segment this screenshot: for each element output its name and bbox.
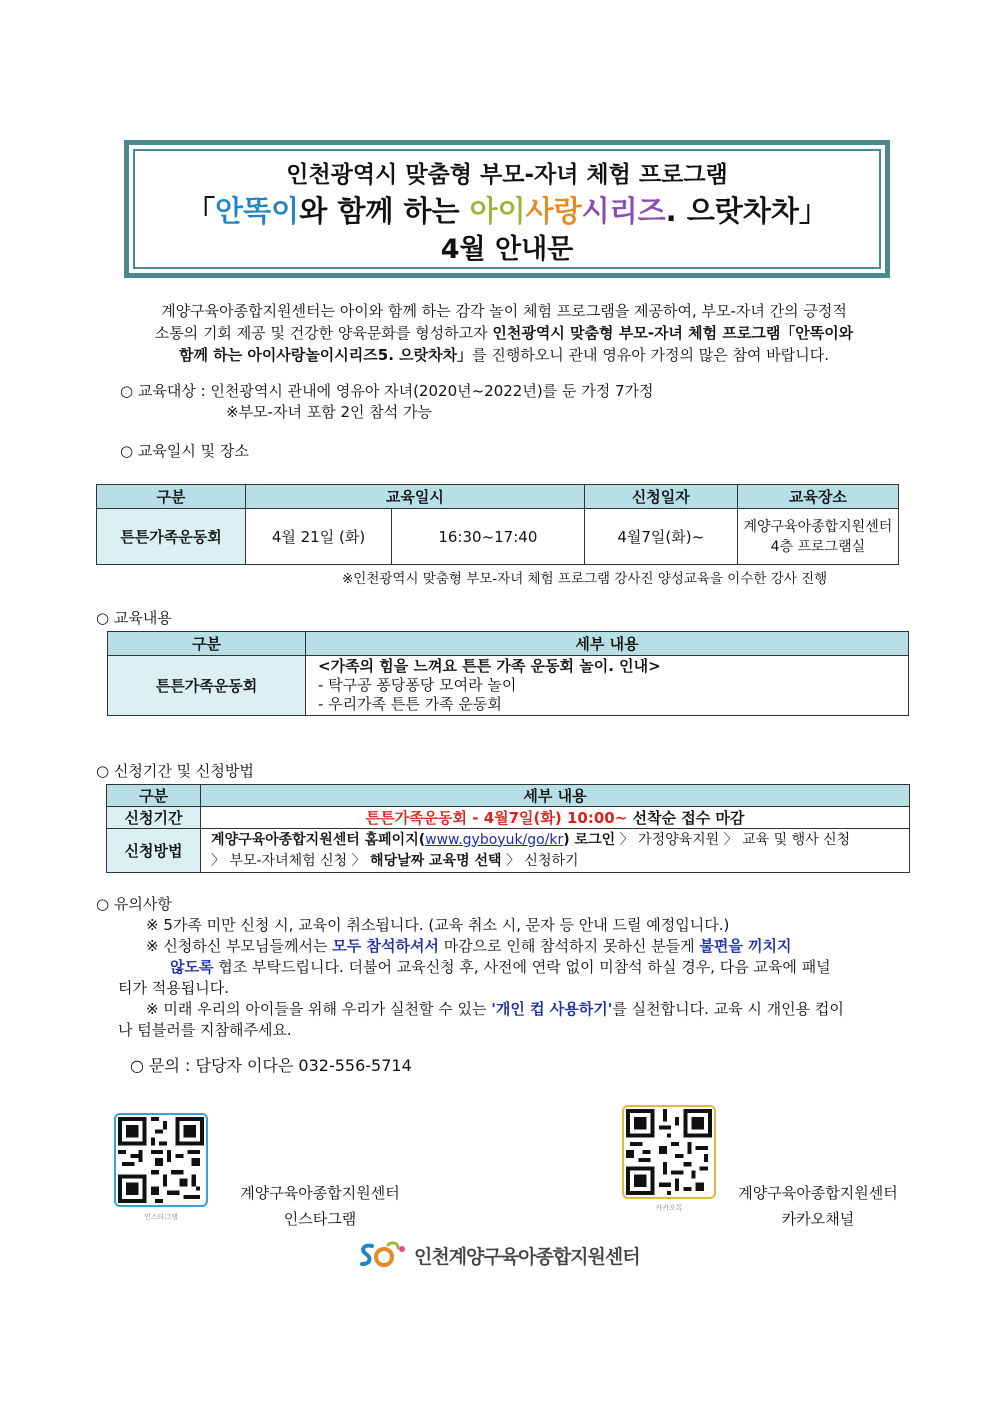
apply-period-rest: 선착순 접수 마감	[627, 809, 745, 827]
note-2d: 불편을 끼치지	[699, 937, 792, 955]
apply-method-d: 〉 부모-자녀체험 신청 〉	[211, 852, 371, 869]
intro-line2	[104, 322, 904, 344]
schedule-heading: ○ 교육일시 및 장소	[120, 442, 249, 460]
schedule-program: 튼튼가족운동회	[97, 509, 246, 565]
apply-method	[201, 829, 910, 873]
apply-header-type: 구분	[107, 785, 201, 807]
apply-method-e: 해당날짜 교육명 선택	[370, 852, 502, 869]
notes-heading: ○ 유의사항	[96, 895, 172, 913]
note-3a: ※ 미래 우리의 아이들을 위해 우리가 실천할 수 있는	[146, 1000, 492, 1018]
note-3b: '개인 컵 사용하기'	[491, 1000, 613, 1018]
apply-method-c: 〉 가정양육지원 〉 교육 및 행사 신청	[615, 831, 851, 848]
target-note: ※부모-자녀 포함 2인 참석 가능	[226, 403, 432, 421]
intro-line1: 계양구육아종합지원센터는 아이와 함께 하는 감각 놀이 체험 프로그램을 제공하여, 부모-자녀 간의 긍정적	[161, 302, 847, 320]
intro-line3-a: 함께 하는 아이사랑놀이시리즈5. 으랏차차」	[178, 346, 473, 364]
kakao-caption-1: 계양구육아종합지원센터	[738, 1184, 898, 1202]
note-2-line1	[146, 935, 792, 957]
note-2f: 협조 부탁드립니다. 더불어 교육신청 후, 사전에 연락 없이 미참석 하실 경우, 다음 교육에 패널	[213, 958, 831, 976]
title-series-a: 아이	[469, 194, 526, 228]
instagram-caption-1: 계양구육아종합지원센터	[240, 1184, 400, 1202]
schedule-date: 4월 21일 (화)	[246, 509, 392, 565]
kakao-qr-frame[interactable]	[622, 1105, 716, 1199]
apply-period	[201, 807, 910, 829]
apply-method-line2	[211, 851, 909, 872]
schedule-time: 16:30~17:40	[392, 509, 585, 565]
note-2-line3: 티가 적용됩니다.	[118, 979, 229, 997]
qr-code-icon	[118, 1117, 204, 1203]
apply-period-label: 신청기간	[107, 807, 201, 829]
schedule-apply-date: 4월7일(화)~	[584, 509, 737, 565]
apply-method-label: 신청방법	[107, 829, 201, 873]
content-detail	[306, 656, 909, 716]
schedule-place-1: 계양구육아종합지원센터	[743, 518, 893, 535]
list-item: - 우리가족 튼튼 가족 운동회	[318, 695, 502, 713]
contact: ○ 문의 : 담당자 이다은 032-556-5714	[130, 1056, 412, 1075]
apply-period-red: 튼튼가족운동회 - 4월7일(화) 10:00~	[365, 809, 628, 827]
content-header-type: 구분	[108, 632, 306, 656]
apply-heading: ○ 신청기간 및 신청방법	[96, 762, 254, 780]
schedule-header-type: 구분	[97, 485, 246, 509]
note-2a: ※ 신청하신 부모님들께서는	[146, 937, 333, 955]
intro-line2-b: 인천광역시 맞춤형 부모-자녀 체험 프로그램「안똑이와	[492, 324, 854, 342]
content-table	[107, 631, 909, 716]
qr-code-icon	[626, 1109, 712, 1195]
note-1: ※ 5가족 미만 신청 시, 교육이 취소됩니다. (교육 취소 시, 문자 등 안내 드릴 예정입니다.)	[146, 916, 730, 934]
apply-header-detail: 세부 내용	[201, 785, 910, 807]
schedule-place-2: 4층 프로그램실	[770, 538, 866, 555]
title-bracket-open: 「	[186, 194, 216, 228]
instagram-caption	[220, 1180, 420, 1232]
apply-method-f: 〉 신청하기	[501, 852, 579, 869]
intro-line3-b: 를 진행하오니 관내 영유아 가정의 많은 참여 바랍니다.	[472, 346, 830, 364]
list-item: - 탁구공 퐁당퐁당 모여라 놀이	[318, 676, 517, 694]
title-line3: 4월 안내문	[440, 234, 574, 265]
note-2b: 모두 참석하셔서	[332, 937, 439, 955]
homepage-link[interactable]: www.gyboyuk/go/kr	[425, 831, 564, 848]
apply-method-a: 계양구육아종합지원센터 홈페이지(	[211, 831, 426, 848]
title-series-c: 시리즈	[581, 194, 666, 228]
intro-line2-a: 소통의 기회 제공 및 건강한 양육문화를 형성하고자	[154, 324, 493, 342]
footer-logo-text: 인천계양구육아종합지원센터	[414, 1245, 640, 1268]
note-3-line1	[146, 998, 844, 1020]
note-3c: 를 실천합니다. 교육 시 개인용 컵이	[612, 1000, 844, 1018]
note-3-line2: 나 텀블러를 지참해주세요.	[118, 1021, 292, 1039]
content-program: 튼튼가족운동회	[108, 656, 306, 716]
schedule-header-place: 교육장소	[737, 485, 898, 509]
title-end: . 으랏차차」	[665, 194, 828, 228]
intro-line3	[104, 344, 904, 366]
instagram-caption-2: 인스타그램	[283, 1210, 357, 1228]
title-series-b: 사랑	[525, 194, 582, 228]
kakao-caption	[718, 1180, 918, 1232]
schedule-header-date: 교육일시	[246, 485, 585, 509]
kakao-caption-2: 카카오채널	[781, 1210, 855, 1228]
instagram-small-caption: 인스타그램	[144, 1213, 178, 1221]
title-line1: 인천광역시 맞춤형 부모-자녀 체험 프로그램	[286, 162, 728, 188]
table-row	[108, 656, 909, 716]
target-line: ○ 교육대상 : 인천광역시 관내에 영유아 자녀(2020년~2022년)를 둔 가정 7가정	[120, 382, 654, 400]
table-row	[107, 807, 910, 829]
content-header-detail: 세부 내용	[306, 632, 909, 656]
title-box	[124, 140, 890, 278]
note-2e: 않도록	[170, 958, 214, 976]
apply-method-b: ) 로그인	[563, 831, 616, 848]
schedule-note: ※인천광역시 맞춤형 부모-자녀 체험 프로그램 강사진 양성교육을 이수한 강사 진행	[342, 571, 828, 587]
instagram-qr-frame[interactable]	[114, 1113, 208, 1207]
apply-table	[106, 784, 910, 873]
title-line2	[135, 191, 879, 231]
table-row	[107, 829, 910, 873]
intro-paragraph	[104, 300, 904, 366]
title-andoki: 안똑이	[215, 194, 300, 228]
kakao-small-caption: 카카오톡	[655, 1204, 683, 1212]
schedule-place	[737, 509, 898, 565]
schedule-header-apply: 신청일자	[584, 485, 737, 509]
center-logo-icon	[358, 1240, 410, 1270]
note-2c: 마감으로 인해 참석하지 못하신 분들게	[438, 937, 700, 955]
content-heading: ○ 교육내용	[96, 609, 172, 627]
content-title: <가족의 힘을 느껴요 튼튼 가족 운동회 놀이. 인내>	[318, 657, 661, 675]
table-row	[97, 509, 899, 565]
footer-logo	[358, 1238, 640, 1272]
note-2-line2	[170, 956, 831, 978]
title-inner	[133, 149, 881, 269]
title-mid: 와 함께 하는	[299, 194, 470, 228]
schedule-table	[96, 484, 899, 565]
apply-method-line1	[211, 830, 909, 851]
